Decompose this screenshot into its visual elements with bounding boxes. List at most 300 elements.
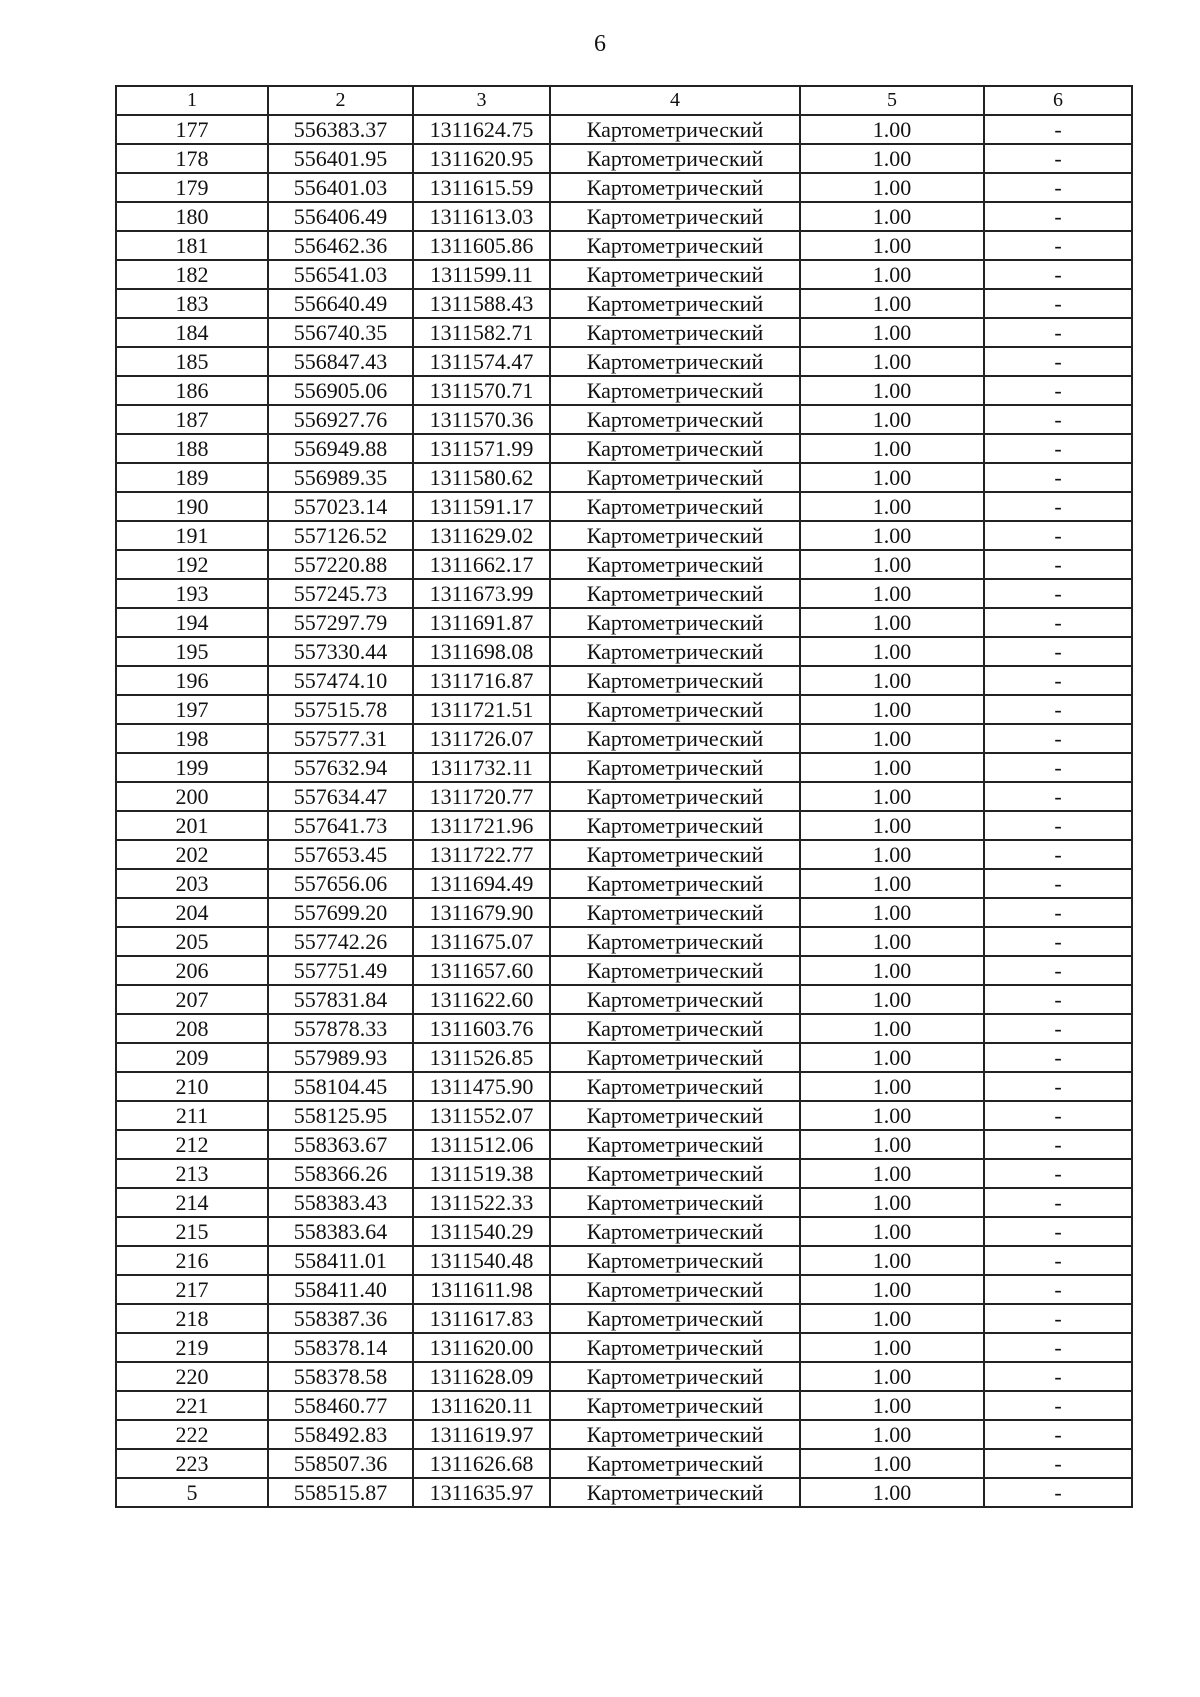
table-row xyxy=(116,608,1132,637)
note-cell: - xyxy=(984,985,1132,1014)
accuracy-cell: 1.00 xyxy=(800,579,984,608)
accuracy-cell: 1.00 xyxy=(800,260,984,289)
note-cell: - xyxy=(984,1159,1132,1188)
accuracy-cell: 1.00 xyxy=(800,1101,984,1130)
accuracy-cell: 1.00 xyxy=(800,724,984,753)
y-coordinate-cell: 1311522.33 xyxy=(413,1188,550,1217)
y-coordinate-cell: 1311512.06 xyxy=(413,1130,550,1159)
note-cell: - xyxy=(984,1478,1132,1507)
table-header xyxy=(116,86,1132,115)
method-cell: Картометрический xyxy=(550,260,800,289)
accuracy-cell: 1.00 xyxy=(800,1014,984,1043)
table-row xyxy=(116,956,1132,985)
note-cell: - xyxy=(984,1420,1132,1449)
point-number-cell: 180 xyxy=(116,202,268,231)
point-number-cell: 203 xyxy=(116,869,268,898)
x-coordinate-cell: 557632.94 xyxy=(268,753,413,782)
note-cell: - xyxy=(984,1014,1132,1043)
table-row xyxy=(116,985,1132,1014)
table-row xyxy=(116,492,1132,521)
accuracy-cell: 1.00 xyxy=(800,1478,984,1507)
accuracy-cell: 1.00 xyxy=(800,376,984,405)
x-coordinate-cell: 557474.10 xyxy=(268,666,413,695)
y-coordinate-cell: 1311599.11 xyxy=(413,260,550,289)
column-header-3: 3 xyxy=(413,86,550,115)
x-coordinate-cell: 557297.79 xyxy=(268,608,413,637)
point-number-cell: 206 xyxy=(116,956,268,985)
point-number-cell: 182 xyxy=(116,260,268,289)
accuracy-cell: 1.00 xyxy=(800,521,984,550)
x-coordinate-cell: 556406.49 xyxy=(268,202,413,231)
method-cell: Картометрический xyxy=(550,898,800,927)
y-coordinate-cell: 1311624.75 xyxy=(413,115,550,144)
point-number-cell: 185 xyxy=(116,347,268,376)
y-coordinate-cell: 1311673.99 xyxy=(413,579,550,608)
coordinates-table xyxy=(115,85,1133,1508)
table-row xyxy=(116,695,1132,724)
note-cell: - xyxy=(984,347,1132,376)
note-cell: - xyxy=(984,434,1132,463)
accuracy-cell: 1.00 xyxy=(800,347,984,376)
method-cell: Картометрический xyxy=(550,1217,800,1246)
accuracy-cell: 1.00 xyxy=(800,927,984,956)
note-cell: - xyxy=(984,144,1132,173)
accuracy-cell: 1.00 xyxy=(800,753,984,782)
note-cell: - xyxy=(984,1362,1132,1391)
x-coordinate-cell: 557023.14 xyxy=(268,492,413,521)
accuracy-cell: 1.00 xyxy=(800,1217,984,1246)
point-number-cell: 210 xyxy=(116,1072,268,1101)
accuracy-cell: 1.00 xyxy=(800,985,984,1014)
accuracy-cell: 1.00 xyxy=(800,434,984,463)
table-row xyxy=(116,724,1132,753)
point-number-cell: 205 xyxy=(116,927,268,956)
method-cell: Картометрический xyxy=(550,956,800,985)
x-coordinate-cell: 556383.37 xyxy=(268,115,413,144)
x-coordinate-cell: 556927.76 xyxy=(268,405,413,434)
note-cell: - xyxy=(984,840,1132,869)
table-row xyxy=(116,115,1132,144)
y-coordinate-cell: 1311716.87 xyxy=(413,666,550,695)
method-cell: Картометрический xyxy=(550,1362,800,1391)
x-coordinate-cell: 557653.45 xyxy=(268,840,413,869)
point-number-cell: 204 xyxy=(116,898,268,927)
accuracy-cell: 1.00 xyxy=(800,840,984,869)
x-coordinate-cell: 557742.26 xyxy=(268,927,413,956)
table-row xyxy=(116,1362,1132,1391)
table-row xyxy=(116,1275,1132,1304)
y-coordinate-cell: 1311540.48 xyxy=(413,1246,550,1275)
table-row xyxy=(116,405,1132,434)
x-coordinate-cell: 557831.84 xyxy=(268,985,413,1014)
point-number-cell: 195 xyxy=(116,637,268,666)
table-row xyxy=(116,202,1132,231)
y-coordinate-cell: 1311570.36 xyxy=(413,405,550,434)
point-number-cell: 5 xyxy=(116,1478,268,1507)
accuracy-cell: 1.00 xyxy=(800,869,984,898)
method-cell: Картометрический xyxy=(550,840,800,869)
point-number-cell: 208 xyxy=(116,1014,268,1043)
point-number-cell: 223 xyxy=(116,1449,268,1478)
y-coordinate-cell: 1311571.99 xyxy=(413,434,550,463)
method-cell: Картометрический xyxy=(550,1043,800,1072)
note-cell: - xyxy=(984,260,1132,289)
table-row xyxy=(116,1101,1132,1130)
table-row xyxy=(116,753,1132,782)
method-cell: Картометрический xyxy=(550,1478,800,1507)
y-coordinate-cell: 1311552.07 xyxy=(413,1101,550,1130)
x-coordinate-cell: 557989.93 xyxy=(268,1043,413,1072)
accuracy-cell: 1.00 xyxy=(800,492,984,521)
table-row xyxy=(116,260,1132,289)
point-number-cell: 211 xyxy=(116,1101,268,1130)
x-coordinate-cell: 558411.01 xyxy=(268,1246,413,1275)
accuracy-cell: 1.00 xyxy=(800,1130,984,1159)
x-coordinate-cell: 557126.52 xyxy=(268,521,413,550)
accuracy-cell: 1.00 xyxy=(800,405,984,434)
method-cell: Картометрический xyxy=(550,115,800,144)
note-cell: - xyxy=(984,550,1132,579)
x-coordinate-cell: 557515.78 xyxy=(268,695,413,724)
note-cell: - xyxy=(984,1333,1132,1362)
method-cell: Картометрический xyxy=(550,1275,800,1304)
x-coordinate-cell: 558383.64 xyxy=(268,1217,413,1246)
note-cell: - xyxy=(984,463,1132,492)
accuracy-cell: 1.00 xyxy=(800,173,984,202)
accuracy-cell: 1.00 xyxy=(800,1304,984,1333)
point-number-cell: 220 xyxy=(116,1362,268,1391)
y-coordinate-cell: 1311732.11 xyxy=(413,753,550,782)
method-cell: Картометрический xyxy=(550,666,800,695)
table-row xyxy=(116,1188,1132,1217)
x-coordinate-cell: 558492.83 xyxy=(268,1420,413,1449)
table-row xyxy=(116,521,1132,550)
point-number-cell: 218 xyxy=(116,1304,268,1333)
accuracy-cell: 1.00 xyxy=(800,1188,984,1217)
method-cell: Картометрический xyxy=(550,1449,800,1478)
method-cell: Картометрический xyxy=(550,782,800,811)
x-coordinate-cell: 557656.06 xyxy=(268,869,413,898)
table-row xyxy=(116,173,1132,202)
y-coordinate-cell: 1311580.62 xyxy=(413,463,550,492)
point-number-cell: 213 xyxy=(116,1159,268,1188)
note-cell: - xyxy=(984,898,1132,927)
y-coordinate-cell: 1311726.07 xyxy=(413,724,550,753)
x-coordinate-cell: 558104.45 xyxy=(268,1072,413,1101)
y-coordinate-cell: 1311619.97 xyxy=(413,1420,550,1449)
accuracy-cell: 1.00 xyxy=(800,1246,984,1275)
x-coordinate-cell: 557330.44 xyxy=(268,637,413,666)
method-cell: Картометрический xyxy=(550,1188,800,1217)
table-row xyxy=(116,1333,1132,1362)
point-number-cell: 194 xyxy=(116,608,268,637)
y-coordinate-cell: 1311611.98 xyxy=(413,1275,550,1304)
method-cell: Картометрический xyxy=(550,1014,800,1043)
method-cell: Картометрический xyxy=(550,376,800,405)
point-number-cell: 199 xyxy=(116,753,268,782)
note-cell: - xyxy=(984,753,1132,782)
y-coordinate-cell: 1311605.86 xyxy=(413,231,550,260)
note-cell: - xyxy=(984,637,1132,666)
x-coordinate-cell: 557634.47 xyxy=(268,782,413,811)
method-cell: Картометрический xyxy=(550,202,800,231)
x-coordinate-cell: 558507.36 xyxy=(268,1449,413,1478)
accuracy-cell: 1.00 xyxy=(800,782,984,811)
point-number-cell: 183 xyxy=(116,289,268,318)
x-coordinate-cell: 556905.06 xyxy=(268,376,413,405)
y-coordinate-cell: 1311679.90 xyxy=(413,898,550,927)
accuracy-cell: 1.00 xyxy=(800,1333,984,1362)
method-cell: Картометрический xyxy=(550,1391,800,1420)
accuracy-cell: 1.00 xyxy=(800,1275,984,1304)
x-coordinate-cell: 556949.88 xyxy=(268,434,413,463)
table-row xyxy=(116,898,1132,927)
table-row xyxy=(116,1391,1132,1420)
note-cell: - xyxy=(984,1188,1132,1217)
y-coordinate-cell: 1311622.60 xyxy=(413,985,550,1014)
method-cell: Картометрический xyxy=(550,521,800,550)
method-cell: Картометрический xyxy=(550,289,800,318)
table-row xyxy=(116,1043,1132,1072)
method-cell: Картометрический xyxy=(550,724,800,753)
note-cell: - xyxy=(984,376,1132,405)
table-row xyxy=(116,1217,1132,1246)
note-cell: - xyxy=(984,608,1132,637)
point-number-cell: 215 xyxy=(116,1217,268,1246)
note-cell: - xyxy=(984,579,1132,608)
note-cell: - xyxy=(984,318,1132,347)
note-cell: - xyxy=(984,869,1132,898)
y-coordinate-cell: 1311628.09 xyxy=(413,1362,550,1391)
x-coordinate-cell: 558411.40 xyxy=(268,1275,413,1304)
x-coordinate-cell: 558378.14 xyxy=(268,1333,413,1362)
y-coordinate-cell: 1311591.17 xyxy=(413,492,550,521)
y-coordinate-cell: 1311694.49 xyxy=(413,869,550,898)
y-coordinate-cell: 1311613.03 xyxy=(413,202,550,231)
point-number-cell: 191 xyxy=(116,521,268,550)
table-row xyxy=(116,666,1132,695)
y-coordinate-cell: 1311721.96 xyxy=(413,811,550,840)
method-cell: Картометрический xyxy=(550,1304,800,1333)
method-cell: Картометрический xyxy=(550,1420,800,1449)
point-number-cell: 202 xyxy=(116,840,268,869)
accuracy-cell: 1.00 xyxy=(800,1449,984,1478)
accuracy-cell: 1.00 xyxy=(800,202,984,231)
y-coordinate-cell: 1311620.95 xyxy=(413,144,550,173)
x-coordinate-cell: 557220.88 xyxy=(268,550,413,579)
note-cell: - xyxy=(984,492,1132,521)
table-row xyxy=(116,869,1132,898)
note-cell: - xyxy=(984,289,1132,318)
accuracy-cell: 1.00 xyxy=(800,666,984,695)
y-coordinate-cell: 1311582.71 xyxy=(413,318,550,347)
x-coordinate-cell: 558125.95 xyxy=(268,1101,413,1130)
point-number-cell: 216 xyxy=(116,1246,268,1275)
note-cell: - xyxy=(984,927,1132,956)
y-coordinate-cell: 1311720.77 xyxy=(413,782,550,811)
x-coordinate-cell: 556462.36 xyxy=(268,231,413,260)
point-number-cell: 187 xyxy=(116,405,268,434)
note-cell: - xyxy=(984,811,1132,840)
point-number-cell: 184 xyxy=(116,318,268,347)
point-number-cell: 196 xyxy=(116,666,268,695)
table-row xyxy=(116,637,1132,666)
y-coordinate-cell: 1311620.00 xyxy=(413,1333,550,1362)
accuracy-cell: 1.00 xyxy=(800,550,984,579)
table-row xyxy=(116,579,1132,608)
point-number-cell: 177 xyxy=(116,115,268,144)
method-cell: Картометрический xyxy=(550,1130,800,1159)
method-cell: Картометрический xyxy=(550,144,800,173)
point-number-cell: 192 xyxy=(116,550,268,579)
y-coordinate-cell: 1311615.59 xyxy=(413,173,550,202)
y-coordinate-cell: 1311675.07 xyxy=(413,927,550,956)
point-number-cell: 178 xyxy=(116,144,268,173)
table-row xyxy=(116,1420,1132,1449)
method-cell: Картометрический xyxy=(550,231,800,260)
method-cell: Картометрический xyxy=(550,579,800,608)
table-row xyxy=(116,840,1132,869)
point-number-cell: 207 xyxy=(116,985,268,1014)
table-row xyxy=(116,318,1132,347)
table-row xyxy=(116,1072,1132,1101)
method-cell: Картометрический xyxy=(550,753,800,782)
method-cell: Картометрический xyxy=(550,434,800,463)
accuracy-cell: 1.00 xyxy=(800,1391,984,1420)
y-coordinate-cell: 1311662.17 xyxy=(413,550,550,579)
accuracy-cell: 1.00 xyxy=(800,115,984,144)
note-cell: - xyxy=(984,405,1132,434)
table-row xyxy=(116,1478,1132,1507)
accuracy-cell: 1.00 xyxy=(800,608,984,637)
table-row xyxy=(116,1014,1132,1043)
note-cell: - xyxy=(984,173,1132,202)
note-cell: - xyxy=(984,231,1132,260)
table-row xyxy=(116,811,1132,840)
method-cell: Картометрический xyxy=(550,985,800,1014)
method-cell: Картометрический xyxy=(550,1072,800,1101)
method-cell: Картометрический xyxy=(550,1246,800,1275)
method-cell: Картометрический xyxy=(550,1101,800,1130)
accuracy-cell: 1.00 xyxy=(800,1159,984,1188)
method-cell: Картометрический xyxy=(550,318,800,347)
x-coordinate-cell: 556989.35 xyxy=(268,463,413,492)
point-number-cell: 193 xyxy=(116,579,268,608)
note-cell: - xyxy=(984,1130,1132,1159)
x-coordinate-cell: 558366.26 xyxy=(268,1159,413,1188)
x-coordinate-cell: 556740.35 xyxy=(268,318,413,347)
accuracy-cell: 1.00 xyxy=(800,898,984,927)
x-coordinate-cell: 558460.77 xyxy=(268,1391,413,1420)
note-cell: - xyxy=(984,695,1132,724)
accuracy-cell: 1.00 xyxy=(800,1420,984,1449)
y-coordinate-cell: 1311721.51 xyxy=(413,695,550,724)
x-coordinate-cell: 558363.67 xyxy=(268,1130,413,1159)
accuracy-cell: 1.00 xyxy=(800,1362,984,1391)
accuracy-cell: 1.00 xyxy=(800,1043,984,1072)
point-number-cell: 189 xyxy=(116,463,268,492)
point-number-cell: 198 xyxy=(116,724,268,753)
x-coordinate-cell: 557751.49 xyxy=(268,956,413,985)
table-row xyxy=(116,1130,1132,1159)
point-number-cell: 214 xyxy=(116,1188,268,1217)
x-coordinate-cell: 558378.58 xyxy=(268,1362,413,1391)
point-number-cell: 219 xyxy=(116,1333,268,1362)
point-number-cell: 179 xyxy=(116,173,268,202)
note-cell: - xyxy=(984,1101,1132,1130)
note-cell: - xyxy=(984,782,1132,811)
accuracy-cell: 1.00 xyxy=(800,318,984,347)
table-row xyxy=(116,463,1132,492)
table-row xyxy=(116,927,1132,956)
note-cell: - xyxy=(984,1304,1132,1333)
x-coordinate-cell: 556401.95 xyxy=(268,144,413,173)
note-cell: - xyxy=(984,1072,1132,1101)
table-row xyxy=(116,1304,1132,1333)
table-row xyxy=(116,1246,1132,1275)
y-coordinate-cell: 1311526.85 xyxy=(413,1043,550,1072)
note-cell: - xyxy=(984,1246,1132,1275)
method-cell: Картометрический xyxy=(550,1159,800,1188)
x-coordinate-cell: 556847.43 xyxy=(268,347,413,376)
note-cell: - xyxy=(984,956,1132,985)
accuracy-cell: 1.00 xyxy=(800,1072,984,1101)
note-cell: - xyxy=(984,1449,1132,1478)
method-cell: Картометрический xyxy=(550,608,800,637)
note-cell: - xyxy=(984,666,1132,695)
y-coordinate-cell: 1311603.76 xyxy=(413,1014,550,1043)
accuracy-cell: 1.00 xyxy=(800,289,984,318)
column-header-5: 5 xyxy=(800,86,984,115)
point-number-cell: 200 xyxy=(116,782,268,811)
point-number-cell: 212 xyxy=(116,1130,268,1159)
method-cell: Картометрический xyxy=(550,927,800,956)
table-row xyxy=(116,1159,1132,1188)
method-cell: Картометрический xyxy=(550,1333,800,1362)
table-row xyxy=(116,550,1132,579)
method-cell: Картометрический xyxy=(550,811,800,840)
point-number-cell: 222 xyxy=(116,1420,268,1449)
accuracy-cell: 1.00 xyxy=(800,956,984,985)
y-coordinate-cell: 1311635.97 xyxy=(413,1478,550,1507)
point-number-cell: 181 xyxy=(116,231,268,260)
note-cell: - xyxy=(984,1043,1132,1072)
x-coordinate-cell: 558387.36 xyxy=(268,1304,413,1333)
x-coordinate-cell: 558515.87 xyxy=(268,1478,413,1507)
y-coordinate-cell: 1311540.29 xyxy=(413,1217,550,1246)
accuracy-cell: 1.00 xyxy=(800,695,984,724)
method-cell: Картометрический xyxy=(550,550,800,579)
note-cell: - xyxy=(984,724,1132,753)
y-coordinate-cell: 1311629.02 xyxy=(413,521,550,550)
note-cell: - xyxy=(984,1217,1132,1246)
x-coordinate-cell: 556640.49 xyxy=(268,289,413,318)
table-row xyxy=(116,1449,1132,1478)
x-coordinate-cell: 557577.31 xyxy=(268,724,413,753)
method-cell: Картометрический xyxy=(550,347,800,376)
note-cell: - xyxy=(984,521,1132,550)
y-coordinate-cell: 1311722.77 xyxy=(413,840,550,869)
point-number-cell: 186 xyxy=(116,376,268,405)
point-number-cell: 221 xyxy=(116,1391,268,1420)
accuracy-cell: 1.00 xyxy=(800,811,984,840)
x-coordinate-cell: 557699.20 xyxy=(268,898,413,927)
table-row xyxy=(116,289,1132,318)
y-coordinate-cell: 1311691.87 xyxy=(413,608,550,637)
y-coordinate-cell: 1311620.11 xyxy=(413,1391,550,1420)
x-coordinate-cell: 557641.73 xyxy=(268,811,413,840)
table-body xyxy=(116,115,1132,1507)
